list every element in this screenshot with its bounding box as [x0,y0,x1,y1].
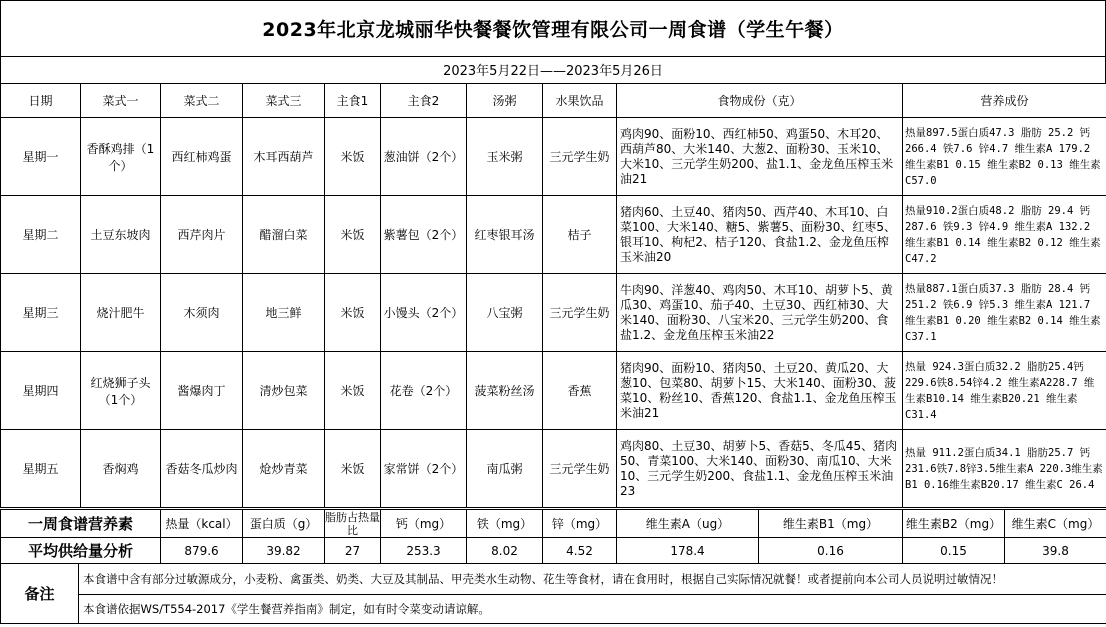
header-dish1: 菜式一 [81,84,161,118]
header-protein: 蛋白质（g） [243,510,325,538]
nutrition-cell: 热量887.1蛋白质37.3 脂肪 28.4 钙251.2 铁6.9 锌5.3 维生素A 121.7 维生素B1 0.20 维生素B2 0.14 维生素C37.1 [903,274,1106,352]
staple2-cell: 家常饼（2个） [381,430,467,508]
fruit-cell: 三元学生奶 [543,274,617,352]
header-calcium: 钙（mg） [381,510,467,538]
soup-cell: 红枣银耳汤 [467,196,543,274]
day-cell: 星期四 [1,352,81,430]
value-vitamin-b1: 0.16 [759,538,903,564]
table-row [1,274,1106,352]
dish1-cell: 香焖鸡 [81,430,161,508]
dish2-cell: 香菇冬瓜炒肉 [161,430,243,508]
dish3-cell: 炝炒青菜 [243,430,325,508]
dish2-cell: 西红柿鸡蛋 [161,118,243,196]
value-vitamin-c: 39.8 [1005,538,1106,564]
dish3-cell: 木耳西葫芦 [243,118,325,196]
menu-table [0,83,1106,508]
notes-row-2 [1,595,1106,624]
notes-label: 备注 [1,564,79,624]
dish2-cell: 酱爆肉丁 [161,352,243,430]
value-vitamin-b2: 0.15 [903,538,1005,564]
day-cell: 星期三 [1,274,81,352]
staple2-cell: 紫薯包（2个） [381,196,467,274]
fruit-cell: 桔子 [543,196,617,274]
allergy-note: 本食谱中含有部分过敏源成分，小麦粉、禽蛋类、奶类、大豆及其制品、甲壳类水生动物、花生等食材，请在食用时，根据自己实际情况就餐！或者提前向本公司人员说明过敏情况！ [79,564,1106,595]
header-ingredients: 食物成份（克） [617,84,903,118]
dish2-cell: 木须肉 [161,274,243,352]
header-iron: 铁（mg） [467,510,543,538]
value-fat-ratio: 27 [325,538,381,564]
header-nutrition: 营养成份 [903,84,1106,118]
summary-header-row [1,510,1106,538]
dish1-cell: 烧汁肥牛 [81,274,161,352]
table-row [1,118,1106,196]
fruit-cell: 三元学生奶 [543,118,617,196]
table-row [1,430,1106,508]
header-zinc: 锌（mg） [543,510,617,538]
fruit-cell: 三元学生奶 [543,430,617,508]
dish1-cell: 土豆东坡肉 [81,196,161,274]
staple1-cell: 米饭 [325,196,381,274]
header-vitamin-b2: 维生素B2（mg） [903,510,1005,538]
soup-cell: 玉米粥 [467,118,543,196]
header-row [1,84,1106,118]
header-vitamin-b1: 维生素B1（mg） [759,510,903,538]
header-vitamin-c: 维生素C（mg） [1005,510,1106,538]
header-staple2: 主食2 [381,84,467,118]
header-soup: 汤粥 [467,84,543,118]
dish1-cell: 红烧狮子头（1个） [81,352,161,430]
day-cell: 星期一 [1,118,81,196]
nutrition-cell: 热量 911.2蛋白质34.1 脂肪25.7 钙231.6铁7.8锌3.5维生素A 220.3维生素B1 0.16维生素B20.17 维生素C 26.4 [903,430,1106,508]
staple2-cell: 小馒头（2个） [381,274,467,352]
soup-cell: 八宝粥 [467,274,543,352]
guideline-note: 本食谱依据WS/T554-2017《学生餐营养指南》制定，如有时令菜变动请谅解。 [79,595,1106,624]
soup-cell: 菠菜粉丝汤 [467,352,543,430]
value-calcium: 253.3 [381,538,467,564]
soup-cell: 南瓜粥 [467,430,543,508]
page-title: 2023年北京龙城丽华快餐餐饮管理有限公司一周食谱（学生午餐） [0,0,1106,57]
summary-label-bottom: 平均供给量分析 [1,538,161,564]
value-zinc: 4.52 [543,538,617,564]
header-vitamin-a: 维生素A（ug） [617,510,759,538]
header-fruit: 水果饮品 [543,84,617,118]
summary-label-top: 一周食谱营养素 [1,510,161,538]
header-energy: 热量（kcal） [161,510,243,538]
staple1-cell: 米饭 [325,118,381,196]
ingredients-cell: 猪肉60、土豆40、猪肉50、西芹40、木耳10、白菜100、大米140、糖5、紫薯5、面粉30、红枣5、银耳10、枸杞2、桔子120、食盐1.2、金龙鱼压榨玉米油20 [617,196,903,274]
fruit-cell: 香蕉 [543,352,617,430]
header-dish2: 菜式二 [161,84,243,118]
value-energy: 879.6 [161,538,243,564]
header-dish3: 菜式三 [243,84,325,118]
nutrition-cell: 热量 924.3蛋白质32.2 脂肪25.4钙229.6铁8.54锌4.2 维生素A228.7 维生素B10.14 维生素B20.21 维生素C31.4 [903,352,1106,430]
value-protein: 39.82 [243,538,325,564]
ingredients-cell: 鸡肉80、土豆30、胡萝卜5、香菇5、冬瓜45、猪肉50、青菜100、大米140、面粉30、南瓜10、大米10、三元学生奶200、食盐1.1、金龙鱼压榨玉米油23 [617,430,903,508]
weekly-summary-table [0,509,1106,564]
nutrition-cell: 热量910.2蛋白质48.2 脂肪 29.4 钙287.6 铁9.3 锌4.9 维生素A 132.2 维生素B1 0.14 维生素B2 0.12 维生素C47.2 [903,196,1106,274]
staple1-cell: 米饭 [325,274,381,352]
header-date: 日期 [1,84,81,118]
dish1-cell: 香酥鸡排（1个） [81,118,161,196]
notes-table [0,563,1106,624]
header-fat-ratio: 脂肪占热量比 [325,510,380,537]
dish3-cell: 醋溜白菜 [243,196,325,274]
table-row [1,196,1106,274]
staple2-cell: 花卷（2个） [381,352,467,430]
notes-row-1 [1,564,1106,595]
staple1-cell: 米饭 [325,352,381,430]
date-range: 2023年5月22日——2023年5月26日 [0,55,1106,83]
ingredients-cell: 鸡肉90、面粉10、西红柿50、鸡蛋50、木耳20、西葫芦80、大米140、大葱2、面粉30、玉米10、大米10、三元学生奶200、盐1.1、金龙鱼压榨玉米油21 [617,118,903,196]
day-cell: 星期二 [1,196,81,274]
dish2-cell: 西芹肉片 [161,196,243,274]
value-iron: 8.02 [467,538,543,564]
value-vitamin-a: 178.4 [617,538,759,564]
dish3-cell: 清炒包菜 [243,352,325,430]
summary-value-row [1,538,1106,564]
ingredients-cell: 猪肉90、面粉10、猪肉50、土豆20、黄瓜20、大葱10、包菜80、胡萝卜15、大米140、面粉30、菠菜10、粉丝10、香蕉120、食盐1.1、金龙鱼压榨玉米油21 [617,352,903,430]
dish3-cell: 地三鲜 [243,274,325,352]
ingredients-cell: 牛肉90、洋葱40、鸡肉50、木耳10、胡萝卜5、黄瓜30、鸡蛋10、茄子40、土豆30、西红柿30、大米140、面粉30、八宝米20、三元学生奶200、食盐1.2、金龙鱼压榨玉米油22 [617,274,903,352]
table-row [1,352,1106,430]
staple2-cell: 葱油饼（2个） [381,118,467,196]
header-staple1: 主食1 [325,84,381,118]
nutrition-cell: 热量897.5蛋白质47.3 脂肪 25.2 钙266.4 铁7.6 锌4.7 维生素A 179.2 维生素B1 0.15 维生素B2 0.13 维生素C57.0 [903,118,1106,196]
day-cell: 星期五 [1,430,81,508]
staple1-cell: 米饭 [325,430,381,508]
